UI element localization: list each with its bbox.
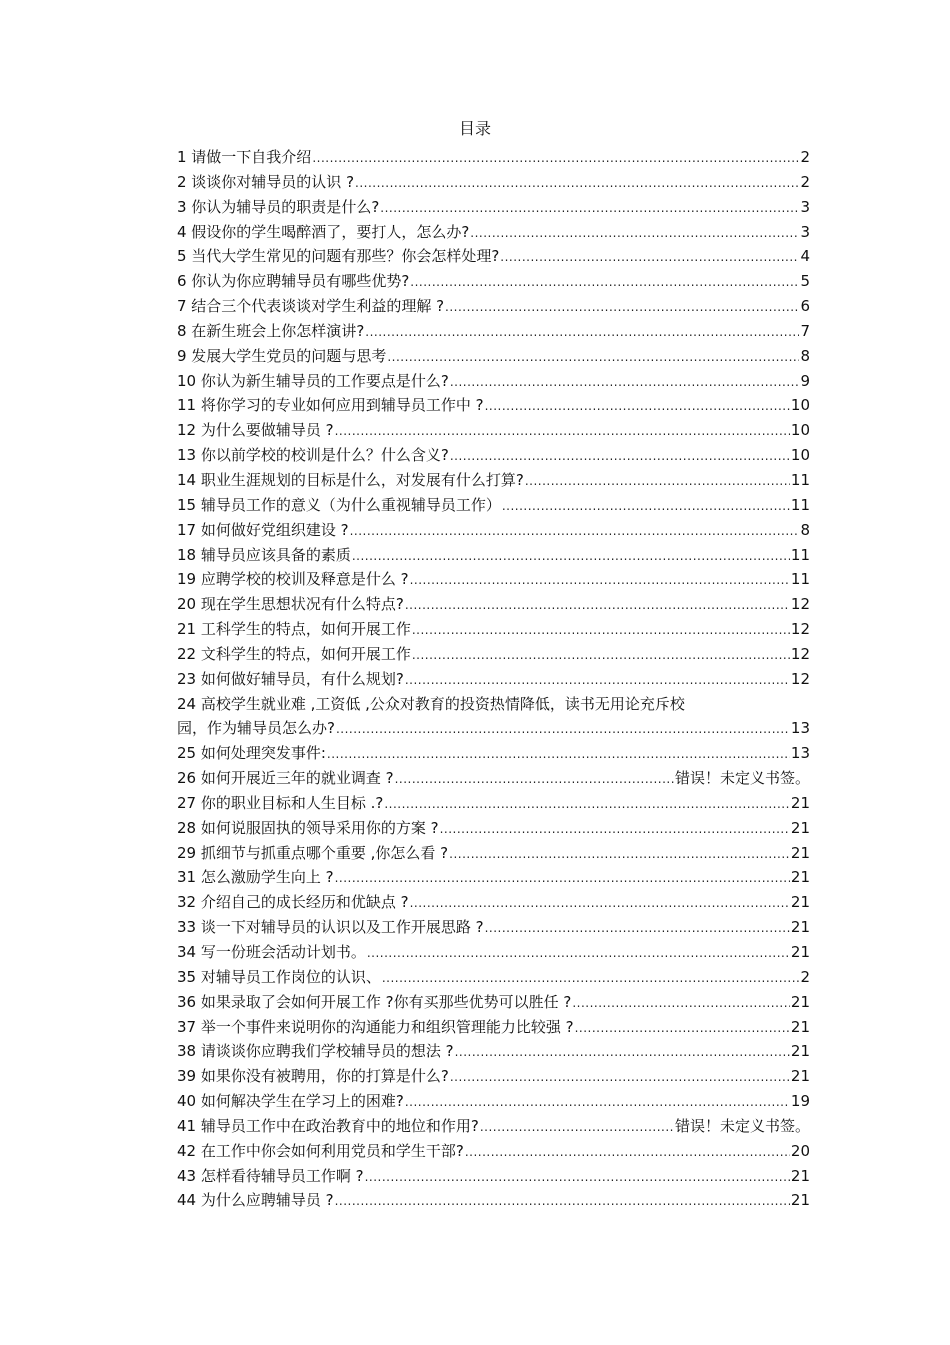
- toc-entry-text: 41 辅导员工作中在政治教育中的地位和作用?: [177, 1116, 479, 1135]
- toc-entry-text: 18 辅导员应该具备的素质: [177, 545, 351, 564]
- toc-entry-row: [177, 418, 810, 443]
- toc-page-number: 3: [800, 222, 810, 241]
- toc-entry-text: 21 工科学生的特点，如何开展工作: [177, 620, 411, 639]
- toc-entry[interactable]: [177, 940, 810, 965]
- toc-entry-row: [177, 1188, 810, 1213]
- toc-entry-row: [177, 741, 810, 766]
- toc-entry-text: 26 如何开展近三年的就业调查 ?: [177, 769, 394, 788]
- toc-page-number: 21: [790, 918, 810, 937]
- toc-entry-text: 33 谈一下对辅导员的认识以及工作开展思路 ?: [177, 918, 484, 937]
- toc-dot-leader: [365, 1165, 790, 1190]
- toc-entry[interactable]: [177, 393, 810, 418]
- toc-dot-leader: [384, 792, 790, 817]
- toc-dot-leader: [380, 196, 799, 221]
- toc-entry[interactable]: [177, 692, 810, 742]
- toc-page-number: 3: [800, 197, 810, 216]
- toc-dot-leader: [405, 1090, 790, 1115]
- toc-entry-text: 7 结合三个代表谈谈对学生利益的理解 ?: [177, 297, 445, 316]
- toc-entry[interactable]: [177, 170, 810, 195]
- toc-entry-text: 42 在工作中你会如何利用党员和学生干部?: [177, 1141, 464, 1160]
- toc-entry[interactable]: [177, 1188, 810, 1213]
- toc-entry[interactable]: [177, 865, 810, 890]
- toc-entry[interactable]: [177, 592, 810, 617]
- toc-entry-text: 14 职业生涯规划的目标是什么，对发展有什么打算?: [177, 470, 524, 489]
- toc-entry-row: [177, 1089, 810, 1114]
- toc-dot-leader: [485, 916, 790, 941]
- toc-entry-row: [177, 319, 810, 344]
- toc-entry-text: 15 辅导员工作的意义（为什么重视辅导员工作）: [177, 495, 501, 514]
- toc-entry-text: 27 你的职业目标和人生目标 .?: [177, 793, 384, 812]
- toc-dot-leader: [335, 419, 790, 444]
- toc-entry[interactable]: [177, 518, 810, 543]
- toc-entry-row: [177, 1114, 810, 1139]
- toc-entry[interactable]: [177, 890, 810, 915]
- toc-dot-leader: [465, 1140, 790, 1165]
- toc-entry-text: 3 你认为辅导员的职责是什么?: [177, 197, 380, 216]
- toc-page-number: 21: [790, 1166, 810, 1185]
- toc-page-number: 10: [790, 446, 810, 465]
- toc-dot-leader: [410, 568, 790, 593]
- toc-page-number: 8: [800, 520, 810, 539]
- toc-entry-first-line: [177, 692, 810, 717]
- toc-entry-row: [177, 170, 810, 195]
- toc-entry-text: 20 现在学生思想状况有什么特点?: [177, 595, 404, 614]
- toc-entry-row: [177, 567, 810, 592]
- toc-entry[interactable]: [177, 741, 810, 766]
- toc-entry-text: 35 对辅导员工作岗位的认识、: [177, 967, 381, 986]
- toc-entry-row: [177, 244, 810, 269]
- toc-entry-row: [177, 1039, 810, 1064]
- toc-dot-leader: [572, 991, 790, 1016]
- toc-title: 目录: [458, 119, 491, 138]
- toc-entry-text: 40 如何解决学生在学习上的困难?: [177, 1092, 404, 1111]
- toc-page-number: 2: [800, 967, 810, 986]
- toc-entry[interactable]: [177, 915, 810, 940]
- toc-entry[interactable]: [177, 319, 810, 344]
- toc-entry[interactable]: [177, 1114, 810, 1139]
- toc-entry-row: [177, 592, 810, 617]
- toc-list: [177, 145, 810, 1213]
- toc-entry[interactable]: [177, 1064, 810, 1089]
- toc-dot-leader: [449, 842, 790, 867]
- toc-entry-row: [177, 220, 810, 245]
- toc-entry[interactable]: [177, 244, 810, 269]
- toc-entry-text: 5 当代大学生常见的问题有那些？你会怎样处理?: [177, 247, 500, 266]
- toc-entry-text: 31 怎么激励学生向上 ?: [177, 868, 334, 887]
- toc-entry[interactable]: [177, 791, 810, 816]
- toc-entry-row: [177, 642, 810, 667]
- toc-page-number: 21: [790, 843, 810, 862]
- toc-entry-row: [177, 890, 810, 915]
- toc-entry-continuation: 园，作为辅导员怎么办?: [177, 719, 335, 738]
- toc-page-number: 12: [790, 644, 810, 663]
- toc-dot-leader: [405, 593, 790, 618]
- toc-dot-leader: [410, 891, 790, 916]
- toc-entry-text: 12 为什么要做辅导员 ?: [177, 421, 334, 440]
- toc-entry-text: 11 将你学习的专业如何应用到辅导员工作中 ?: [177, 396, 484, 415]
- toc-dot-leader: [395, 767, 674, 792]
- toc-entry[interactable]: [177, 567, 810, 592]
- toc-page-number: 21: [790, 992, 810, 1011]
- toc-page-number: 19: [790, 1092, 810, 1111]
- toc-entry[interactable]: [177, 443, 810, 468]
- toc-page-number: 21: [790, 893, 810, 912]
- toc-page-number: 20: [790, 1141, 810, 1160]
- toc-entry-row: [177, 791, 810, 816]
- toc-entry-row: [177, 468, 810, 493]
- toc-entry-text: 28 如何说服固执的领导采用你的方案 ?: [177, 818, 439, 837]
- toc-entry-text: 6 你认为你应聘辅导员有哪些优势?: [177, 272, 410, 291]
- toc-entry[interactable]: [177, 816, 810, 841]
- toc-entry[interactable]: [177, 269, 810, 294]
- toc-dot-leader: [355, 171, 799, 196]
- toc-entry-text: 2 谈谈你对辅导员的认识 ?: [177, 172, 355, 191]
- toc-dot-leader: [405, 668, 790, 693]
- toc-entry-row: [177, 766, 810, 791]
- toc-entry-row: [177, 543, 810, 568]
- toc-entry-text: 9 发展大学生党员的问题与思考: [177, 346, 387, 365]
- toc-entry-row: [177, 344, 810, 369]
- toc-entry-row: [177, 1139, 810, 1164]
- toc-dot-leader: [312, 146, 799, 171]
- toc-entry-row: [177, 269, 810, 294]
- toc-dot-leader: [336, 717, 790, 742]
- toc-entry[interactable]: [177, 1089, 810, 1114]
- toc-page-number: 13: [790, 719, 810, 738]
- toc-page-number: 错误！未定义书签。: [674, 1116, 810, 1135]
- toc-page-number: 10: [790, 396, 810, 415]
- toc-page-number: 21: [790, 943, 810, 961]
- toc-entry-text: 44 为什么应聘辅导员 ?: [177, 1191, 334, 1210]
- toc-entry-row: [177, 990, 810, 1015]
- toc-page-number: 12: [790, 620, 810, 639]
- toc-dot-leader: [412, 618, 790, 643]
- toc-dot-leader: [575, 1016, 790, 1041]
- toc-dot-leader: [480, 1115, 674, 1140]
- toc-entry-text: 1 请做一下自我介绍: [177, 148, 312, 166]
- toc-entry-row: [177, 617, 810, 642]
- toc-page-number: 8: [800, 346, 810, 365]
- toc-entry-row: [177, 716, 810, 741]
- toc-entry-text: 13 你以前学校的校训是什么？什么含义?: [177, 446, 449, 465]
- toc-page-number: 10: [790, 421, 810, 440]
- toc-page-number: 6: [800, 297, 810, 316]
- toc-entry-row: [177, 915, 810, 940]
- toc-entry-row: [177, 195, 810, 220]
- toc-entry[interactable]: [177, 667, 810, 692]
- toc-entry-text: 32 介绍自己的成长经历和优缺点 ?: [177, 893, 409, 912]
- toc-page-number: 21: [790, 818, 810, 837]
- toc-entry[interactable]: [177, 1139, 810, 1164]
- toc-page-number: 11: [790, 570, 810, 589]
- toc-dot-leader: [387, 345, 799, 370]
- toc-page-number: 错误！未定义书签。: [674, 769, 810, 788]
- toc-entry[interactable]: [177, 617, 810, 642]
- toc-entry-text: 23 如何做好辅导员，有什么规划?: [177, 669, 404, 688]
- toc-entry-text: 34 写一份班会活动计划书。: [177, 943, 366, 961]
- toc-entry-row: [177, 1015, 810, 1040]
- toc-entry-text: 29 抓细节与抓重点哪个重要 ,你怎么看 ?: [177, 843, 449, 862]
- toc-dot-leader: [410, 270, 799, 295]
- toc-entry-row: [177, 865, 810, 890]
- toc-entry[interactable]: [177, 965, 810, 990]
- toc-dot-leader: [327, 742, 790, 767]
- toc-page-number: 21: [790, 868, 810, 887]
- toc-entry-text: 24 高校学生就业难 ,工资低 ,公众对教育的投资热情降低，读书无用论充斥校: [177, 694, 685, 713]
- toc-entry-text: 4 假设你的学生喝醉酒了，要打人，怎么办?: [177, 222, 470, 241]
- toc-dot-leader: [450, 444, 790, 469]
- toc-page-number: 12: [790, 595, 810, 614]
- toc-entry-row: [177, 940, 810, 965]
- toc-entry-row: [177, 667, 810, 692]
- toc-entry-text: 10 你认为新生辅导员的工作要点是什么?: [177, 371, 449, 390]
- toc-page-number: 7: [800, 321, 810, 340]
- toc-entry-row: [177, 1064, 810, 1089]
- toc-page-number: 21: [790, 1191, 810, 1210]
- toc-dot-leader: [445, 295, 799, 320]
- toc-entry[interactable]: [177, 990, 810, 1015]
- toc-entry[interactable]: [177, 1164, 810, 1189]
- toc-entry[interactable]: [177, 642, 810, 667]
- toc-page-number: 21: [790, 793, 810, 812]
- toc-page-number: 13: [790, 744, 810, 763]
- toc-dot-leader: [470, 221, 799, 246]
- toc-entry-row: [177, 493, 810, 518]
- toc-page-number: 9: [800, 371, 810, 390]
- toc-entry[interactable]: [177, 220, 810, 245]
- toc-dot-leader: [382, 966, 800, 991]
- toc-entry-text: 37 举一个事件来说明你的沟通能力和组织管理能力比较强 ?: [177, 1017, 574, 1036]
- toc-entry[interactable]: [177, 841, 810, 866]
- toc-entry[interactable]: [177, 493, 810, 518]
- toc-entry-row: [177, 443, 810, 468]
- toc-entry-text: 17 如何做好党组织建设 ?: [177, 520, 349, 539]
- toc-entry[interactable]: [177, 1015, 810, 1040]
- toc-entry-row: [177, 841, 810, 866]
- toc-dot-leader: [450, 370, 800, 395]
- toc-entry-row: [177, 816, 810, 841]
- toc-dot-leader: [485, 394, 790, 419]
- toc-dot-leader: [525, 469, 790, 494]
- toc-dot-leader: [440, 817, 790, 842]
- toc-entry[interactable]: [177, 294, 810, 319]
- toc-entry[interactable]: [177, 543, 810, 568]
- toc-page-number: 11: [790, 470, 810, 489]
- toc-page-number: 21: [790, 1067, 810, 1086]
- toc-entry-row: [177, 145, 810, 170]
- toc-dot-leader: [350, 519, 800, 544]
- toc-entry-row: [177, 518, 810, 543]
- toc-dot-leader: [367, 941, 790, 966]
- toc-dot-leader: [450, 1065, 790, 1090]
- toc-page-number: 21: [790, 1042, 810, 1061]
- toc-entry[interactable]: [177, 1039, 810, 1064]
- toc-entry-text: 8 在新生班会上你怎样演讲?: [177, 321, 365, 340]
- toc-entry-row: [177, 1164, 810, 1189]
- toc-dot-leader: [412, 643, 790, 668]
- toc-page-number: 5: [800, 272, 810, 291]
- toc-page-number: 2: [800, 172, 810, 191]
- toc-page-number: 12: [790, 669, 810, 688]
- toc-dot-leader: [500, 245, 799, 270]
- toc-page-number: 2: [800, 148, 810, 166]
- toc-entry-text: 22 文科学生的特点，如何开展工作: [177, 644, 411, 663]
- toc-dot-leader: [335, 1189, 790, 1214]
- toc-page-number: 4: [800, 247, 810, 266]
- toc-entry[interactable]: [177, 369, 810, 394]
- toc-entry-text: 43 怎样看待辅导员工作啊 ?: [177, 1166, 364, 1185]
- toc-entry-text: 36 如果录取了会如何开展工作 ?你有买那些优势可以胜任 ?: [177, 992, 572, 1011]
- toc-dot-leader: [502, 494, 790, 519]
- toc-dot-leader: [455, 1040, 790, 1065]
- toc-entry[interactable]: [177, 766, 810, 791]
- toc-page-number: 11: [790, 495, 810, 514]
- toc-entry[interactable]: [177, 418, 810, 443]
- toc-page-number: 11: [790, 545, 810, 564]
- toc-entry-text: 39 如果你没有被聘用，你的打算是什么?: [177, 1067, 449, 1086]
- toc-entry[interactable]: [177, 344, 810, 369]
- toc-entry-text: 25 如何处理突发事件:: [177, 744, 326, 763]
- toc-entry-row: [177, 965, 810, 990]
- toc-entry-row: [177, 369, 810, 394]
- toc-entry-row: [177, 393, 810, 418]
- toc-entry[interactable]: [177, 468, 810, 493]
- toc-entry-text: 38 请谈谈你应聘我们学校辅导员的想法 ?: [177, 1042, 454, 1061]
- toc-entry[interactable]: [177, 195, 810, 220]
- toc-entry-row: [177, 294, 810, 319]
- toc-dot-leader: [365, 320, 799, 345]
- toc-dot-leader: [352, 544, 790, 569]
- toc-dot-leader: [335, 866, 790, 891]
- toc-entry-text: 19 应聘学校的校训及释意是什么 ?: [177, 570, 409, 589]
- toc-entry[interactable]: [177, 145, 810, 170]
- toc-page-number: 21: [790, 1017, 810, 1036]
